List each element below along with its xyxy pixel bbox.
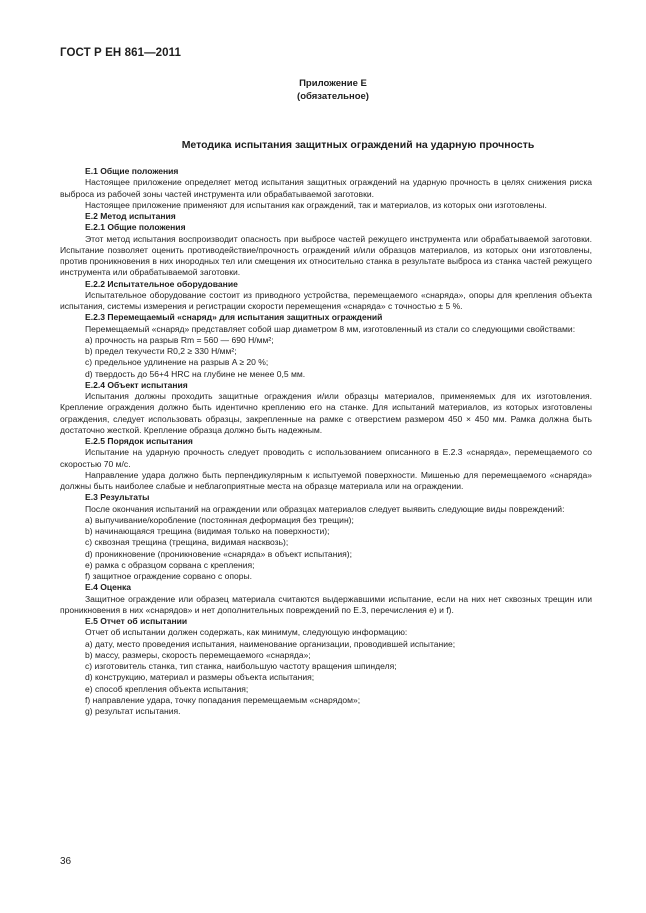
annex-heading <box>0 77 646 103</box>
section-heading: Е.1 Общие положения <box>85 166 179 176</box>
list-item: d) твердость до 56+4 HRC на глубине не менее 0,5 мм. <box>85 368 306 379</box>
section-heading: Е.5 Отчет об испытании <box>85 616 188 626</box>
annex-title: Методика испытания защитных ограждений на ударную прочность <box>181 139 535 151</box>
paragraph: Настоящее приложение определяет метод испытания защитных ограждений на ударную прочность в целях снижения риска выброса из рабочей зоны частей инструмента или обрабатываемой заготовки. <box>60 177 592 199</box>
section-heading: Е.2.5 Порядок испытания <box>85 436 193 446</box>
list-item: c) изготовитель станка, тип станка, наибольшую частоту вращения шпинделя; <box>85 661 397 671</box>
paragraph: Защитное ограждение или образец материала считаются выдержавшими испытание, если на них нет сквозных трещин или проникновения в них «снарядов» и нет дополнительных повреждений по Е.3, перечисления е) и f). <box>60 593 592 615</box>
paragraph: Отчет об испытании должен содержать, как минимум, следующую информацию: <box>85 627 408 638</box>
section-heading: Е.2 Метод испытания <box>85 211 176 221</box>
list-item: а) дату, место проведения испытания, наименование организации, проводившей испытание; <box>85 638 456 649</box>
list-item: d) проникновение (проникновение «снаряда» в объект испытания); <box>85 548 353 559</box>
page-number: 36 <box>60 856 72 867</box>
section-heading: Е.2.2 Испытательное оборудование <box>85 278 238 289</box>
list-item: c) сквозная трещина (трещина, видимая насквозь); <box>85 537 289 548</box>
list-item: e) способ крепления объекта испытания; <box>85 683 249 694</box>
section-heading: Е.2.3 Перемещаемый «снаряд» для испытания защитных ограждений <box>85 312 383 323</box>
section-heading: Е.2.1 Общие положения <box>85 222 186 233</box>
list-item: а) выпучивание/коробление (постоянная деформация без трещин); <box>85 514 354 525</box>
paragraph: Испытательное оборудование состоит из приводного устройства, перемещаемого «снаряда», опоры для крепления объекта испытания, системы измерения и регистрации скорости перемещения «снаряда» с точностью ± 5 %. <box>60 289 592 311</box>
list-item: f) защитное ограждение сорвано с опоры. <box>85 571 253 581</box>
list-item: b) начинающаяся трещина (видимая только на поверхности); <box>85 526 330 536</box>
annex-body <box>60 166 592 717</box>
list-item: d) конструкцию, материал и размеры объекта испытания; <box>85 672 315 683</box>
annex-label: Приложение Е <box>299 78 367 89</box>
list-item: g) результат испытания. <box>85 706 181 716</box>
list-item: b) предел текучести R0,2 ≥ 330 Н/мм²; <box>85 346 237 356</box>
standard-designation: ГОСТ Р ЕН 861—2011 <box>60 47 182 59</box>
list-item: b) массу, размеры, скорость перемещаемого «снаряда»; <box>85 649 311 660</box>
section-heading: Е.3 Результаты <box>85 492 150 503</box>
paragraph: Настоящее приложение применяют для испытания как ограждений, так и материалов, из которых они изготовлены. <box>85 199 547 210</box>
paragraph: Этот метод испытания воспроизводит опасность при выбросе частей режущего инструмента или обрабатываемой заготовки. Испытание позволяет оценить противодействие/прочность ограждений и/или образцов материалов, из которых они изготовлены, против проникновения в них инородных тел или смещения их относительно станка в результате выброса из станка частей режущего инструмента или обрабатываемой заготовки. <box>60 233 592 278</box>
paragraph: Перемещаемый «снаряд» представляет собой шар диаметром 8 мм, изготовленный из стали со следующими свойствами: <box>85 323 576 334</box>
annex-status: (обязательное) <box>297 91 369 102</box>
paragraph: Испытание на ударную прочность следует проводить с использованием описанного в Е.2.3 «снаряда», перемещаемого со скоростью 70 м/с. <box>60 447 592 469</box>
paragraph: После окончания испытаний на ограждении или образцах материалов следует выявить следующие виды повреждений: <box>85 503 565 514</box>
section-heading: Е.4 Оценка <box>85 582 132 593</box>
paragraph: Направление удара должно быть перпендикулярным к испытуемой поверхности. Мишенью для перемещаемого «снаряда» должны быть наиболее слабые и неблагоприятные места на образце материала или на ограждении. <box>60 469 592 491</box>
section-heading: Е.2.4 Объект испытания <box>85 379 188 390</box>
list-item: а) прочность на разрыв Rm = 560 — 690 Н/мм²; <box>85 334 274 345</box>
list-item: c) предельное удлинение на разрыв A ≥ 20 %; <box>85 357 269 368</box>
list-item: f) направление удара, точку попадания перемещаемым «снарядом»; <box>85 694 361 705</box>
list-item: e) рамка с образцом сорвана с крепления; <box>85 559 255 570</box>
paragraph: Испытания должны проходить защитные ограждения и/или образцы материалов, применяемых для их изготовления. Крепление ограждения должно быть идентично креплению его на станке. Для испытаний материалов, из которых изготовлены ограждения, следует использовать образцы, закрепленные на рамке с отверстием размером 450 × 450 мм. Рамка должна быть достаточно жесткой. Крепление образца должно быть надежным. <box>60 391 592 435</box>
